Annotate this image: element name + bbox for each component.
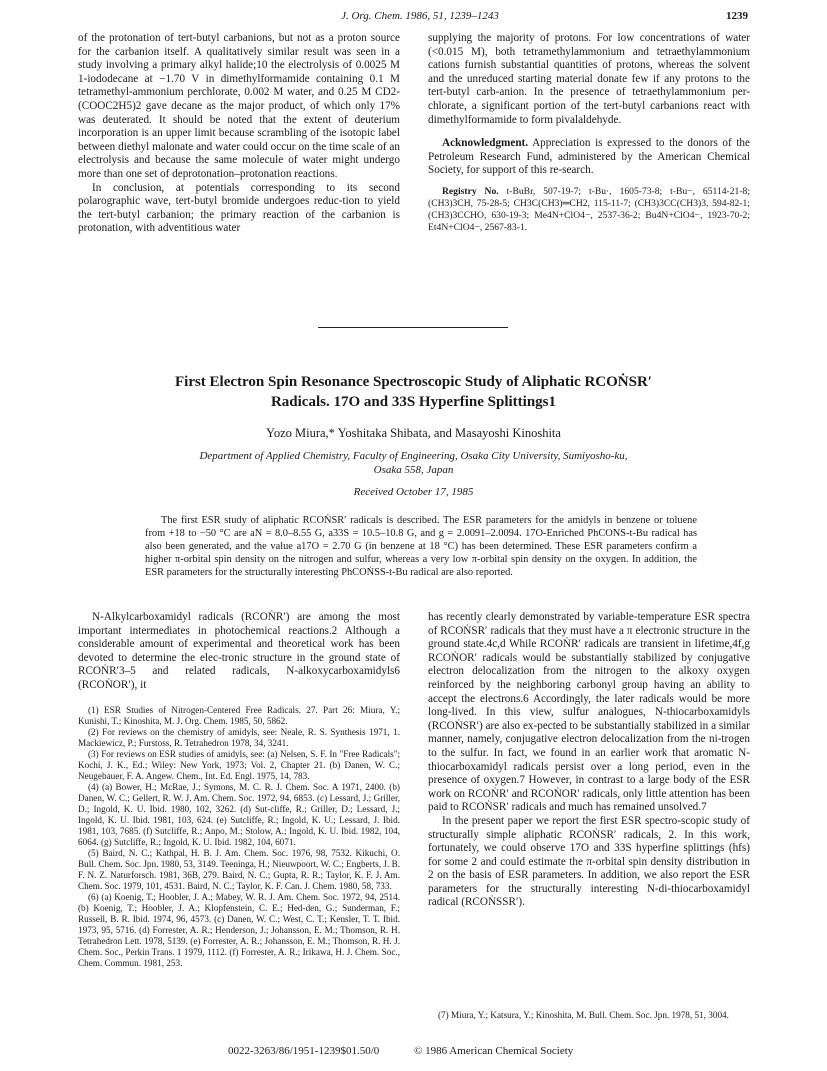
- registry-heading: Registry No.: [442, 185, 499, 197]
- body-right-column: [428, 611, 750, 910]
- footnotes: [78, 705, 400, 969]
- affiliation: [60, 449, 767, 477]
- top-left-column: [78, 32, 400, 236]
- section-divider: [318, 327, 508, 328]
- footnote: (7) Miura, Y.; Katsura, Y.; Kinoshita, M. Bull. Chem. Soc. Jpn. 1978, 51, 3004.: [438, 1010, 729, 1020]
- article-code: 0022-3263/86/1951-1239$01.50/0: [228, 1045, 380, 1057]
- authors: Yozo Miura,* Yoshitaka Shibata, and Masayoshi Kinoshita: [266, 426, 561, 440]
- article-title: [60, 372, 767, 412]
- title-line-2: Radicals. 17O and 33S Hyperfine Splittings1: [270, 394, 557, 410]
- footnote: (3) For reviews on ESR studies of amidyls, see: (a) Nelsen, S. F. In "Free Radicals"; Kochi, J. K., Ed.; Wiley: New York, 1973; Vol. 2, Chapter 21. (b) Danen, W. C.; Neugebauer, F. A. Angew. Chem., Int. Ed. Engl. 1975, 14, 783.: [78, 748, 400, 781]
- paragraph: In conclusion, at potentials corresponding to its second polarographic wave, tert-butyl bromide undergoes reduc-tion to yield the tert-butyl carbanion; the primary reaction of the carbanion is protonation, with adventitious water: [78, 181, 400, 235]
- footnote: (1) ESR Studies of Nitrogen-Centered Free Radicals. 27. Part 26: Miura, Y.; Kunishi, T.; Kinoshita, M. J. Org. Chem. 1985, 50, 5862.: [78, 704, 400, 726]
- right-footnote-block: [428, 1010, 750, 1021]
- paragraph: has recently clearly demonstrated by variable-temperature ESR spectra of RCOṄSR′ radicals that they must have a π electronic structure in the ground state.4c,d While RCOṄR′ radicals are transient in lifetime,4f,g RCOṄOR′ radicals would be substantially stabilized by conjugative electron delocalization from the nitrogen to the alkoxy oxygen reinforced by the neighboring carbonyl group having an ability to accept the electrons.6 Accordingly, the later radicals would be more long-lived. In this view, sulfur analogues, N-thiocarboxamidyls (RCOṄSR′) are also ex-pected to be substantially stabilized in a similar manner, namely, conjugative electron delocalization from the ni-trogen to the sulfur. In fact, we found in an earlier work that aromatic N-thiocarboxamidyl radicals persist over a long period, even in the presence of oxygen.7 However, in contrast to a large body of the ESR work on RCOṄR′ and RCOṄOR′ radicals, only little attention has been paid to RCOṄSR′ radicals and much has remained unsolved.7: [428, 611, 750, 814]
- page-number: 1239: [726, 10, 748, 22]
- abstract: The first ESR study of aliphatic RCOṄSR′ radicals is described. The ESR parameters for the amidyls in benzene or toluene from +18 to −50 °C are aN = 8.0–8.55 G, a33S = 10.5–10.8 G, and g = 2.0091–2.0094. 17O-Enriched PhCONS-t-Bu radical has also been generated, and the value a17O = 2.70 G (in benzene at 18 °C) has been determined. These ESR parameters confirm a higher π-orbital spin density on the nitrogen and sulfur, whereas a very low π-orbital spin density on the oxygen. In addition, the ESR parameters for the structurally interesting PhCOṄSS-t-Bu radical are also reported.: [145, 515, 697, 578]
- paragraph: N-Alkylcarboxamidyl radicals (RCOṄR′) are among the most important intermediates in photochemical reactions.2 Although a considerable amount of experimental and theoretical work has been devoted to determine the elec-tronic structure in the ground state of RCOṄR′3–5 and related radicals, N-alkoxycarboxamidyls6 (RCOṄOR′), it: [78, 611, 400, 691]
- footnote: (4) (a) Bower, H.; McRae, J.; Symons, M. C. R. J. Chem. Soc. A 1971, 2400. (b) Danen, W. C.; Gellert, R. W. J. Am. Chem. Soc. 1972, 94, 6853. (c) Lessard, J.; Griller, D.; Ingold, K. U. Ibid. 1980, 102, 3262. (d) Sut-cliffe, R.; Griller, D.; Lessard, J.; Ingold, K. U. Ibid. 1981, 103, 624. (e) Sutcliffe, R.; Ingold, K. U.; Lessard, J. Ibid. 1981, 103, 7685. (f) Sutcliffe, R.; Anpo, M.; Stolow, A.; Ingold, K. U. Ibid. 1982, 104, 6064. (g) Sutcliffe, R.; Ingold, K. U. Ibid. 1982, 104, 6071.: [78, 781, 400, 847]
- paragraph: supplying the majority of protons. For low concentrations of water (<0.015 M), both tetramethylammonium and tetraethylammonium cations furnish substantial quantities of protons, whereas the solvent and the unreduced starting material donate few if any protons to the tert-butyl carb-anion. In the presence of tetraethylammonium per-chlorate, a significant portion of the tert-butyl carbanions react with dimethylformamide to form pivalaldehyde.: [428, 32, 750, 126]
- title-line-1: First Electron Spin Resonance Spectroscopic Study of Aliphatic RCOṄSR′: [174, 374, 653, 390]
- affiliation-line-2: Osaka 558, Japan: [373, 464, 454, 476]
- acknowledgment-heading: Acknowledgment.: [442, 137, 529, 150]
- received-date: Received October 17, 1985: [353, 486, 474, 498]
- footnote: (2) For reviews on the chemistry of amidyls, see: Neale, R. S. Synthesis 1971, 1. Mackiewicz, P.; Furstoss, R. Tetrahedron 1978, 34, 3241.: [78, 726, 400, 748]
- acknowledgment: [428, 137, 750, 178]
- footnote: (6) (a) Koenig, T.; Hoobler, J. A.; Mabey, W. R. J. Am. Chem. Soc. 1972, 94, 2514. (b) Koenig, T.; Hoobler, J. A.; Klopfenstein, C. E.; Hed-den, G.; Sunderman, F.; Russell, B. R. Ibid. 1974, 96, 4573. (c) Danen, W. C.; West, C. T.; Kensler, T. T. Ibid. 1973, 95, 5716. (d) Forrester, A. R.; Henderson, J.; Johansson, E. M.; Thomson, R. H. Tetrahedron Lett. 1978, 5139. (e) Forrester, A. R.; Johansson, E. M.; Thomson, R. H. J. Chem. Soc., Perkin Trans. 1 1979, 1112. (f) Forrester, A. R.; Irikawa, H. J. Chem. Soc., Chem. Commun. 1981, 253.: [78, 891, 400, 968]
- journal-citation: J. Org. Chem. 1986, 51, 1239–1243: [341, 10, 499, 22]
- running-header: [0, 10, 827, 26]
- paragraph: of the protonation of tert-butyl carbanions, but not as a proton source for the carbanion itself. A qualitatively similar result was seen in a study involving a primary alkyl halide;10 the electrolysis of 0.0025 M 1-iododecane at −1.70 V in dimethylformamide containing 0.1 M tetramethyl-ammonium perchlorate, 0.002 M water, and 0.25 M CD2-(COOC2H5)2 gave decane as the major product, of which only 17% was deuterated. It should be noted that the extent of deuterium incorporation is an upper limit because scrambling of the isotopic label between diethyl malonate and water could occur on the time scale of an electrolysis and because the same molecule of water might undergo more than one set of deprotonation–protonation reactions.: [78, 32, 400, 180]
- paragraph: In the present paper we report the first ESR spectro-scopic study of structurally simple aliphatic RCOṄSR′ radicals, 2. In this work, fortunately, we could observe 17O and 33S hyperfine splittings (hfs) for some 2 and could estimate the π-orbital spin density distribution in 2 on the basis of ESR parameters. In addition, we also report the ESR parameters for the structurally interesting N-di-thiocarboxamidyl radical (RCOṄSSR′).: [428, 814, 750, 909]
- registry-numbers: [428, 186, 750, 234]
- top-right-column: [428, 32, 750, 234]
- registry-text: t-BuBr, 507-19-7; t-Bu·, 1605-73-8; t-Bu−, 65114-21-8; (CH3)3CH, 75-28-5; CH3C(CH3)═CH2, 115-11-7; (CH3)3CC(CH3)3, 594-82-1; (CH3)3CCHO, 630-19-3; Me4N+ClO4−, 2537-36-2; Bu4N+ClO4−, 1923-70-2; Et4N+ClO4−, 2567-83-1.: [428, 185, 750, 233]
- affiliation-line-1: Department of Applied Chemistry, Faculty of Engineering, Osaka City University, Sumiyosho-ku,: [199, 450, 628, 462]
- acknowledgment-text: Appreciation is expressed to the donors of the Petroleum Research Fund, administered by the American Chemical Society, for support of this re-search.: [428, 137, 750, 177]
- footnote: (5) Baird, N. C.; Kathpal, H. B. J. Am. Chem. Soc. 1976, 98, 7532. Kikuchi, O. Bull. Chem. Soc. Jpn. 1980, 53, 3149. Teeninga, H.; Nieuwpoort, W. C.; Engberts, J. B. F. N. Z. Naturforsch. 1981, 36B, 279. Baird, N. C.; Gupta, R. R.; Taylor, K. F. J. Am. Chem. Soc. 1979, 101, 4531. Baird, N. C.; Taylor, K. F. Can. J. Chem. 1980, 58, 733.: [78, 847, 401, 891]
- copyright: © 1986 American Chemical Society: [414, 1045, 574, 1057]
- body-left-column: [78, 611, 400, 969]
